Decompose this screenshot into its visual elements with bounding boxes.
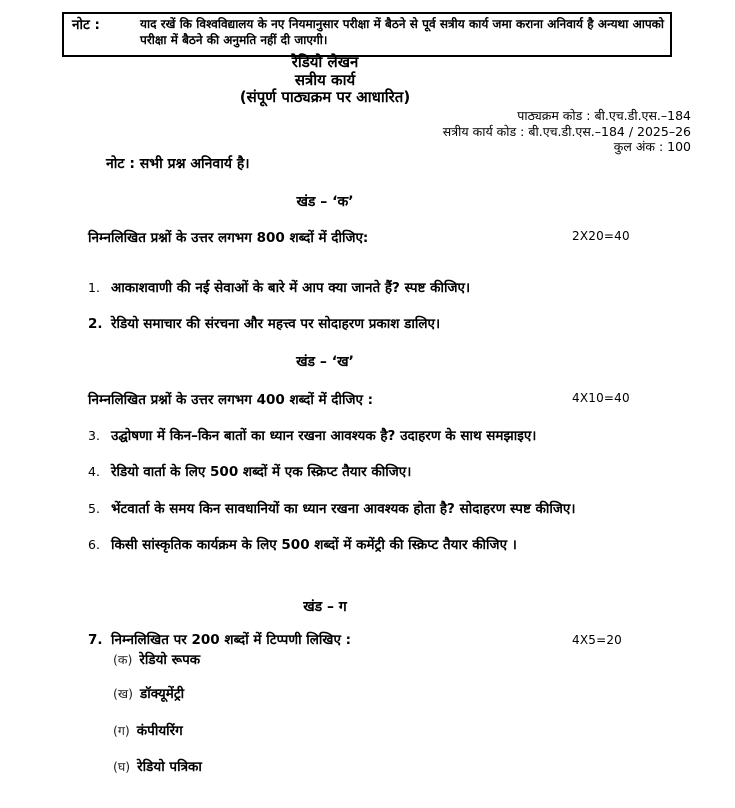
question-row-2: [88, 316, 668, 333]
question-2-number: 2.: [88, 316, 103, 332]
warning-note-label: नोट :: [72, 17, 100, 33]
subquestion-ka-text: रेडियो रूपक: [139, 652, 201, 668]
question-row-5: [88, 501, 668, 518]
mandatory-note: नोट : सभी प्रश्न अनिवार्य है।: [106, 156, 250, 172]
question-5-text: भेंटवार्ता के समय किन सावधानियों का ध्यान रखना आवश्यक होता है? सोदाहरण स्पष्ट कीजिए।: [111, 501, 576, 517]
subquestion-ka-label: (क): [113, 652, 133, 667]
question-row-1: [88, 280, 668, 297]
question-1-number: 1.: [88, 280, 100, 295]
question-row-6: [88, 537, 668, 554]
warning-note-box: [62, 12, 672, 57]
warning-note-text: याद रखें कि विश्वविद्यालय के नए नियमानुसार परीक्षा में बैठने से पूर्व सत्रीय कार्य जमा कराना अनिवार्य है अन्यथा आपको परीक्षा में बैठने की अनुमति नहीं दी जाएगी।: [140, 17, 664, 47]
question-7-text: निम्नलिखित पर 200 शब्दों में टिप्पणी लिखिए :: [111, 632, 352, 648]
question-3-text: उद्घोषणा में किन–किन बातों का ध्यान रखना आवश्यक है? उदाहरण के साथ समझाइए।: [111, 428, 537, 444]
question-5-number: 5.: [88, 501, 100, 516]
subquestion-kha-label: (ख): [113, 686, 133, 701]
question-3-number: 3.: [88, 428, 100, 443]
subquestion-row-gha: [113, 757, 202, 775]
question-2-text: रेडियो समाचार की संरचना और महत्त्व पर सोदाहरण प्रकाश डालिए।: [111, 316, 441, 332]
question-row-7: [88, 632, 668, 649]
title-block: [65, 54, 585, 107]
question-7-number: 7.: [88, 632, 103, 648]
page-subtitle: सत्रीय कार्य: [294, 70, 356, 89]
total-marks: कुल अंक : 100: [613, 139, 691, 154]
subquestion-row-ka: [113, 650, 200, 668]
question-row-3: [88, 428, 668, 445]
question-4-number: 4.: [88, 464, 100, 479]
subquestion-gha-text: रेडियो पत्रिका: [137, 759, 202, 775]
course-info-block: [443, 108, 691, 155]
question-4-text: रेडियो वार्ता के लिए 500 शब्दों में एक स्क्रिप्ट तैयार कीजिए।: [111, 464, 412, 480]
section-ka-marks: 2X20=40: [572, 229, 630, 243]
question-6-number: 6.: [88, 537, 100, 552]
subquestion-gha-label: (घ): [113, 759, 131, 774]
page-subtitle-2: (संपूर्ण पाठ्यक्रम पर आधारित): [239, 88, 411, 106]
question-row-4: [88, 464, 668, 481]
section-heading-ka: खंड – ‘क’: [296, 194, 354, 210]
subquestion-ga-label: (ग): [113, 723, 130, 738]
question-1-text: आकाशवाणी की नई सेवाओं के बारे में आप क्या जानते हैं? स्पष्ट कीजिए।: [111, 280, 471, 296]
section-kha-instruction: निम्नलिखित प्रश्नों के उत्तर लगभग 400 शब्दों में दीजिए :: [88, 392, 374, 408]
section-kha-instruction-row: [88, 390, 648, 408]
section-heading-kha: खंड – ‘ख’: [296, 354, 354, 370]
section-ka-instruction: निम्नलिखित प्रश्नों के उत्तर लगभग 800 शब्दों में दीजिए:: [88, 230, 369, 246]
section-ga-marks: 4X5=20: [572, 633, 623, 647]
course-code: पाठ्यक्रम कोड : बी.एच.डी.एस.–184: [517, 108, 691, 123]
assignment-code: सत्रीय कार्य कोड : बी.एच.डी.एस.–184 / 2025–26: [442, 123, 691, 139]
subquestion-row-kha: [113, 684, 184, 702]
question-6-text: किसी सांस्कृतिक कार्यक्रम के लिए 500 शब्दों में कमेंट्री की स्क्रिप्ट तैयार कीजिए ।: [111, 537, 517, 553]
subquestion-kha-text: डॉक्यूमेंट्री: [139, 686, 185, 702]
section-heading-ga: खंड – ग: [303, 599, 347, 615]
subquestion-row-ga: [113, 721, 183, 739]
page-title: रेडियो लेखन: [291, 53, 359, 71]
section-kha-marks: 4X10=40: [572, 391, 630, 405]
section-ka-instruction-row: [88, 228, 648, 246]
subquestion-ga-text: कंपीयरिंग: [136, 723, 183, 739]
